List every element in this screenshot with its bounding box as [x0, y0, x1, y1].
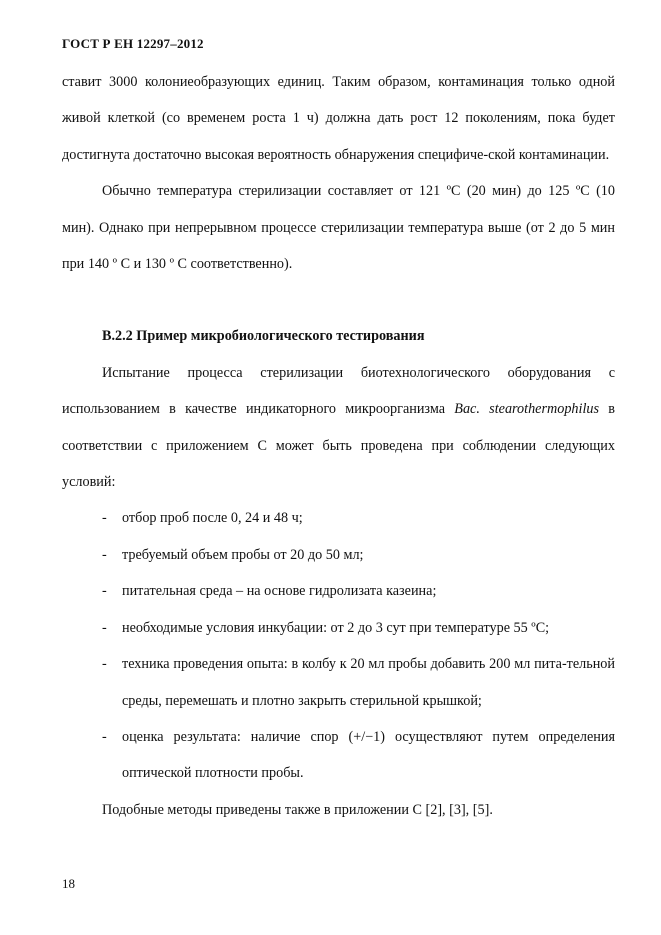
paragraph-references: Подобные методы приведены также в приложении С [2], [3], [5]. [102, 801, 493, 818]
list-item-text: требуемый объем пробы от 20 до 50 мл; [122, 546, 364, 563]
paragraph-continuation: ставит 3000 колониеобразующих единиц. Таким образом, контаминация только одной живой клеткой (со временем роста 1 ч) должна дать рост 12 поколениям, пока будет достигнута достаточно высокая вероятность обнаружения специфиче-ской контаминации. [62, 74, 615, 163]
list-item [62, 610, 615, 646]
list-dash: - [102, 656, 107, 673]
list-item [62, 573, 615, 609]
list-item-text: отбор проб после 0, 24 и 48 ч; [122, 510, 303, 527]
list-item [62, 719, 615, 792]
conditions-list [62, 500, 615, 791]
list-item-text: необходимые условия инкубации: от 2 до 3 сут при температуре 55 ºС; [122, 619, 550, 636]
list-dash: - [102, 510, 107, 527]
section-spacer [62, 282, 615, 318]
list-item [62, 500, 615, 536]
list-dash: - [102, 728, 107, 745]
document-body [62, 64, 615, 828]
list-item-text: питательная среда – на основе гидролизата казеина; [122, 583, 437, 600]
microorganism-name: Bac. stearothermophilus [454, 401, 600, 418]
list-dash: - [102, 546, 107, 563]
list-item-text: техника проведения опыта: в колбу к 20 мл пробы добавить 200 мл пита-тельной среды, перемешать и плотно закрыть стерильной крышкой; [122, 656, 615, 709]
list-dash: - [102, 619, 107, 636]
list-item-text: оценка результата: наличие спор (+/−1) осуществляют путем определения оптической плотности пробы. [122, 728, 615, 782]
section-title: В.2.2 Пример микробиологического тестирования [102, 328, 425, 345]
paragraph-sterilization-temperature: Обычно температура стерилизации составляет от 121 ºС (20 мин) до 125 ºС (10 мин). Однако при непрерывном процессе стерилизации температура выше (от 2 до 5 мин при 140 º С и 130 º С соответственно). [62, 183, 615, 273]
document-header: ГОСТ Р ЕН 12297–2012 [62, 36, 204, 51]
list-item [62, 537, 615, 573]
list-dash: - [102, 583, 107, 600]
list-item [62, 646, 615, 719]
paragraph-text-start: Испытание процесса стерилизации биотехнологического оборудования с использованием в качестве индикаторного микроорганизма [62, 364, 615, 418]
paragraph-test-conditions [62, 355, 615, 501]
page-number: 18 [62, 876, 75, 891]
paragraph-text-end: в соответствии с приложением С может быть проведена при соблюдении следующих условий: [62, 401, 615, 491]
